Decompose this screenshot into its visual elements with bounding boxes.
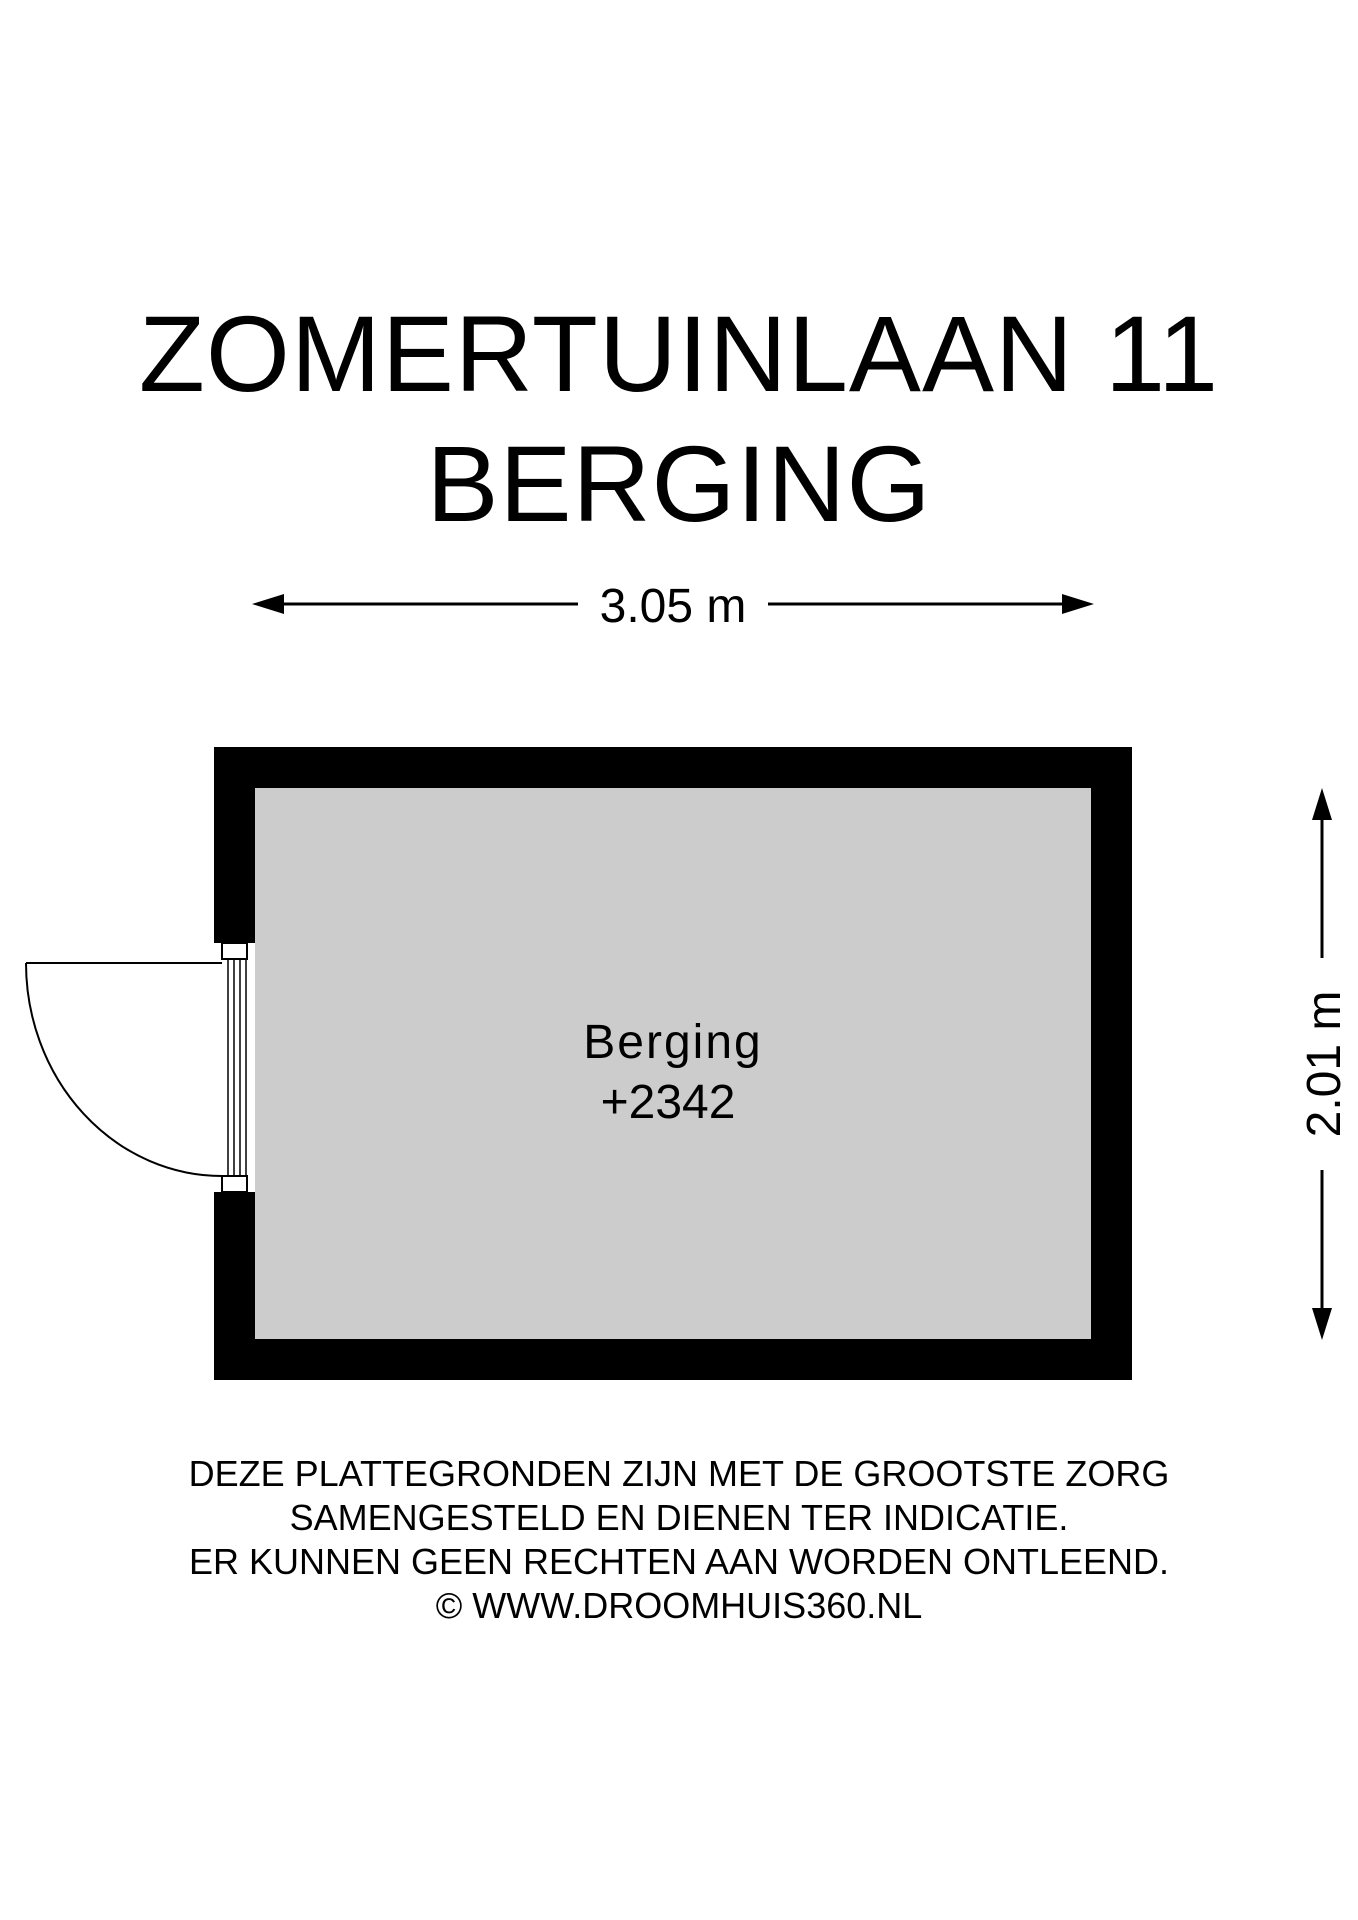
disclaimer-line-1: DEZE PLATTEGRONDEN ZIJN MET DE GROOTSTE ZORG xyxy=(188,1453,1170,1494)
room-level-label: +2342 xyxy=(600,1076,736,1129)
width-dimension xyxy=(252,580,1094,633)
door-swing-arc xyxy=(26,963,222,1176)
wall-left-lower xyxy=(214,1192,255,1380)
depth-dimension xyxy=(1298,788,1351,1340)
room-name-label: Berging xyxy=(583,1016,763,1069)
depth-dimension-label: 2.01 m xyxy=(1298,990,1351,1138)
wall-left-upper xyxy=(214,747,255,943)
floor-title: BERGING xyxy=(426,423,932,544)
disclaimer xyxy=(0,1452,1358,1628)
depth-arrow-bottom-icon xyxy=(1312,1308,1332,1340)
wall-top xyxy=(214,747,1132,788)
door-jamb-top xyxy=(222,943,247,959)
width-dimension-label: 3.05 m xyxy=(599,580,747,633)
disclaimer-line-3: ER KUNNEN GEEN RECHTEN AAN WORDEN ONTLEEND. xyxy=(188,1541,1170,1582)
disclaimer-line-4: © WWW.DROOMHUIS360.NL xyxy=(435,1585,923,1626)
disclaimer-line-2: SAMENGESTELD EN DIENEN TER INDICATIE. xyxy=(289,1497,1069,1538)
width-arrow-left-icon xyxy=(252,594,284,614)
width-arrow-right-icon xyxy=(1062,594,1094,614)
door xyxy=(26,943,247,1192)
depth-arrow-top-icon xyxy=(1312,788,1332,820)
wall-right xyxy=(1091,747,1132,1380)
address-title: ZOMERTUINLAAN 11 xyxy=(138,293,1220,414)
door-jamb-bottom xyxy=(222,1176,247,1192)
wall-bottom xyxy=(214,1339,1132,1380)
